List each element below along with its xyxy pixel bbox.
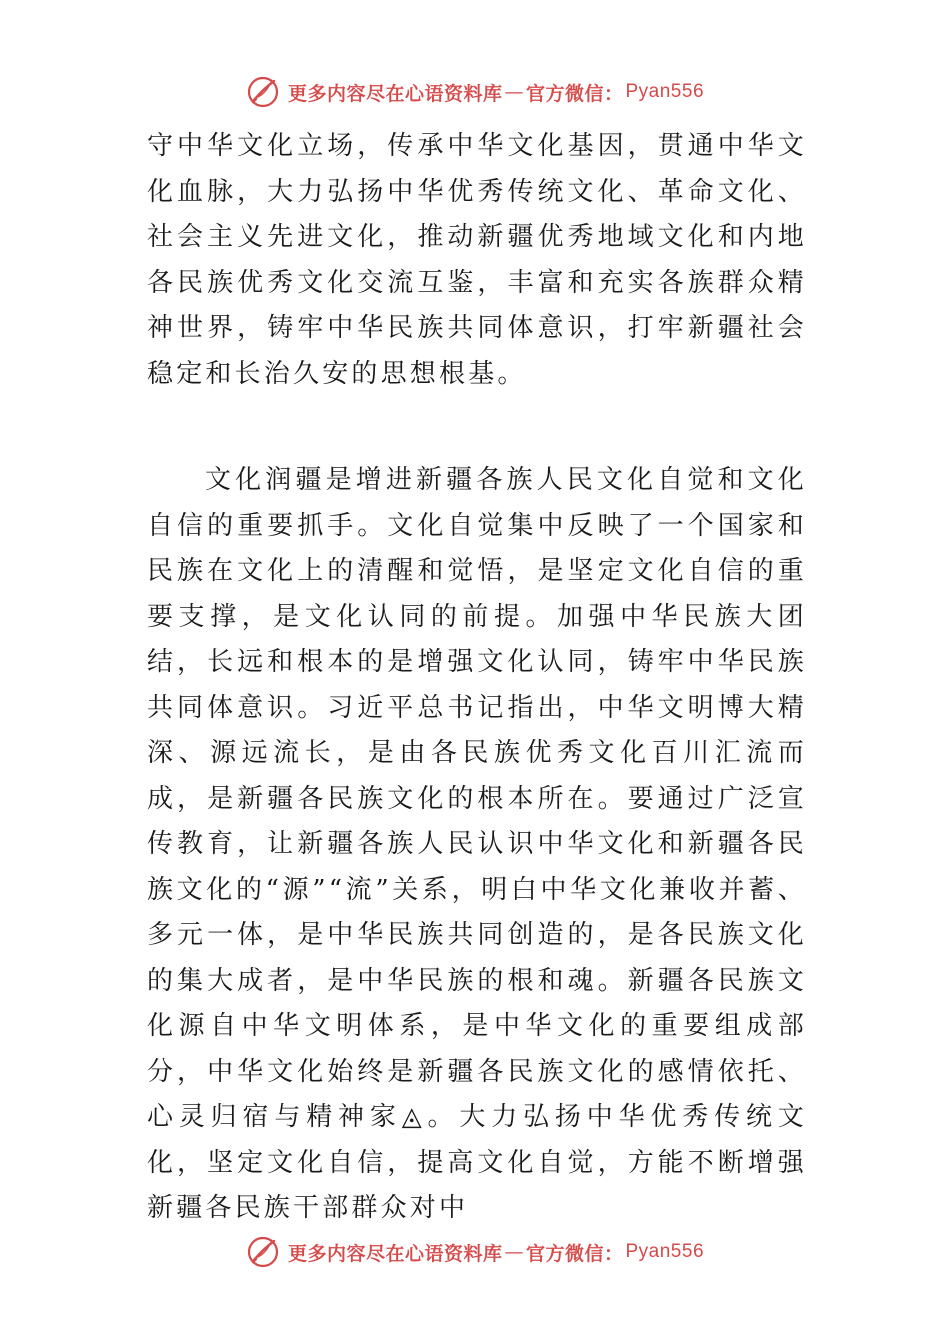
banner-separator: — (504, 1241, 524, 1263)
banner-wechat-id: Pyan556 (625, 81, 705, 102)
banner-wechat-label: 官方微信： (525, 82, 624, 105)
quill-circle-logo-icon (246, 75, 280, 109)
banner-wechat-id: Pyan556 (625, 1241, 705, 1262)
document-body (147, 124, 807, 1232)
banner-separator: — (504, 81, 524, 103)
paragraph-1: 守中华文化立场，传承中华文化基因，贯通中华文化血脉，大力弘扬中华优秀传统文化、革命文化、社会主义先进文化，推动新疆优秀地域文化和内地各民族优秀文化交流互鉴，丰富和充实各族群众精神世界，铸牢中华民族共同体意识，打牢新疆社会稳定和长治久安的思想根基。 (147, 131, 807, 389)
banner-wechat-label: 官方微信： (525, 1242, 624, 1265)
banner-site-text: 更多内容尽在心语资料库 (287, 82, 503, 105)
paragraph-2: 文化润疆是增进新疆各族人民文化自觉和文化自信的重要抓手。文化自觉集中反映了一个国家和民族在文化上的清醒和觉悟，是坚定文化自信的重要支撑，是文化认同的前提。加强中华民族大团结，长远和根本的是增强文化认同，铸牢中华民族共同体意识。习近平总书记指出，中华文明博大精深、源远流长，是由各民族优秀文化百川汇流而成，是新疆各民族文化的根本所在。要通过广泛宣传教育，让新疆各族人民认识中华文化和新疆各民族文化的“源”“流”关系，明白中华文化兼收并蓄、多元一体，是中华民族共同创造的，是各民族文化的集大成者，是中华民族的根和魂。新疆各民族文化源自中华文明体系，是中华文化的重要组成部分，中华文化始终是新疆各民族文化的感情依托、心灵归宿与精神家◬。大力弘扬中华优秀传统文化，坚定文化自信，提高文化自觉，方能不断增强新疆各民族干部群众对中 (147, 465, 807, 1223)
quill-circle-logo-icon (246, 1235, 280, 1269)
banner-site-text: 更多内容尽在心语资料库 (287, 1242, 503, 1265)
header-watermark-banner (0, 70, 950, 114)
footer-watermark-banner (0, 1230, 950, 1274)
